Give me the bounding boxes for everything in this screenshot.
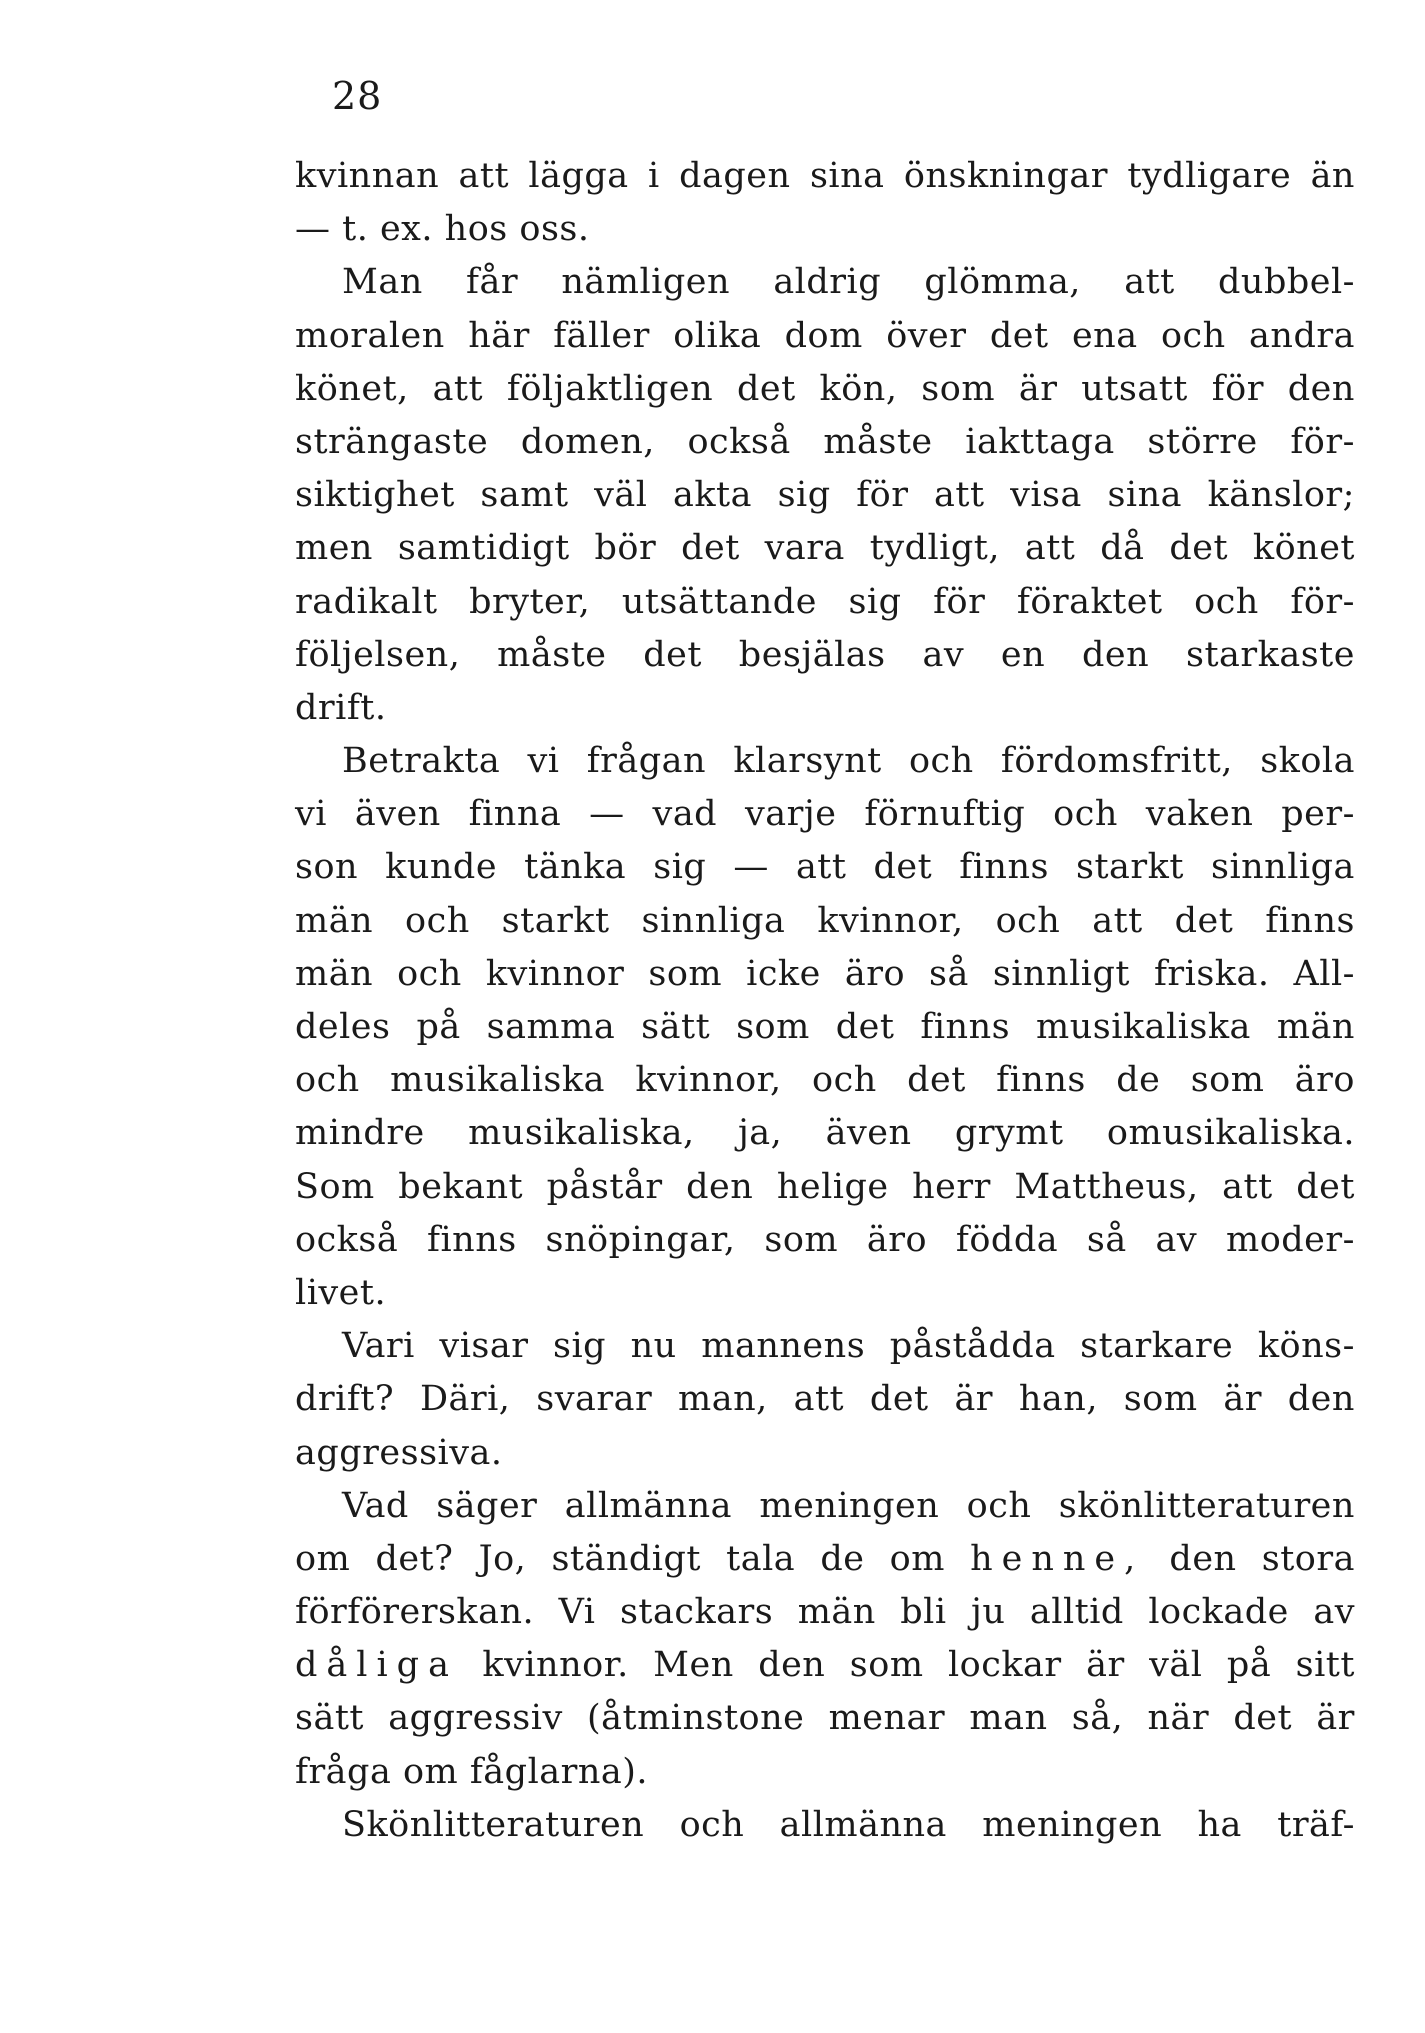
- text-line: [295, 1214, 1355, 1267]
- word: bli: [900, 1592, 947, 1633]
- text-line: [295, 1427, 1355, 1480]
- word: säger: [436, 1485, 538, 1526]
- word: sinnligt: [992, 953, 1130, 994]
- text-line: [295, 895, 1355, 948]
- word: —: [733, 847, 769, 888]
- word: påstår: [546, 1166, 663, 1207]
- word: Mattheus,: [1014, 1166, 1199, 1207]
- text-line: [295, 1586, 1355, 1639]
- word: ha: [1197, 1804, 1242, 1845]
- word: det: [873, 847, 933, 888]
- text-line: [295, 948, 1355, 1001]
- word: stora: [1261, 1538, 1355, 1579]
- word: kvinnor.: [482, 1645, 629, 1686]
- word: och: [1053, 794, 1118, 835]
- word: utsättande: [621, 581, 817, 622]
- page-number: 28: [332, 74, 383, 118]
- word: kvinnan: [295, 156, 440, 196]
- word: tydligare: [1127, 156, 1292, 196]
- word: finna: [468, 794, 562, 835]
- text-line: [295, 1692, 1355, 1745]
- word: att: [432, 368, 484, 409]
- word: sätt: [641, 1007, 711, 1047]
- word: om: [889, 1538, 945, 1579]
- word: det: [643, 634, 702, 675]
- word: som: [736, 1007, 810, 1047]
- word: får: [466, 262, 519, 303]
- word: fördomsfritt,: [1000, 741, 1233, 782]
- body-text: [295, 150, 1355, 1852]
- word: av: [922, 634, 965, 675]
- text-line: [295, 788, 1355, 841]
- word: mindre: [295, 1113, 425, 1154]
- word: så: [1086, 1219, 1127, 1260]
- word: så: [929, 953, 969, 994]
- word: på: [416, 1007, 461, 1047]
- word: när: [1147, 1698, 1210, 1739]
- word: Betrakta: [342, 741, 501, 782]
- word: också: [687, 421, 791, 462]
- word: följaktligen: [506, 368, 714, 409]
- word: t.: [342, 209, 380, 250]
- word: bekant: [398, 1166, 524, 1207]
- word: lockade: [1148, 1592, 1289, 1633]
- word: bryter,: [469, 581, 591, 622]
- word: är: [1223, 1379, 1262, 1420]
- text-line: [295, 682, 1355, 735]
- text-line: [295, 1799, 1355, 1852]
- word: det: [1296, 1166, 1355, 1207]
- word: —: [589, 794, 625, 835]
- word: måste: [823, 421, 933, 462]
- word: en: [1000, 634, 1046, 675]
- text-line: [295, 1320, 1355, 1373]
- word: för: [856, 475, 909, 516]
- word: att: [1124, 262, 1175, 303]
- word: besjälas: [738, 634, 886, 675]
- word: att: [934, 475, 985, 516]
- word: den: [1287, 368, 1355, 409]
- word: kön,: [819, 368, 898, 409]
- word: väl: [1149, 1645, 1203, 1686]
- word: lockar: [947, 1645, 1062, 1686]
- text-line: [295, 203, 1355, 256]
- word: även: [825, 1113, 912, 1154]
- word: som: [648, 953, 723, 994]
- word: är: [1086, 1645, 1125, 1686]
- word: vad: [652, 794, 718, 835]
- word: och: [966, 1485, 1032, 1526]
- word: förförerskan.: [295, 1592, 535, 1633]
- word: strängaste: [295, 421, 489, 462]
- word: finns: [920, 1007, 1011, 1047]
- word: moralen: [295, 315, 445, 356]
- word: All-: [1293, 953, 1355, 994]
- word: och: [995, 900, 1061, 941]
- word: födda: [955, 1219, 1059, 1260]
- word: av: [1155, 1219, 1198, 1260]
- word: det: [736, 368, 796, 409]
- word: ex.: [379, 209, 445, 250]
- word: att: [795, 847, 847, 888]
- word: den: [1082, 634, 1150, 675]
- word: fåglarna).: [469, 1751, 649, 1792]
- word: måste: [497, 634, 607, 675]
- word: att: [1024, 528, 1076, 569]
- word: också: [295, 1219, 399, 1260]
- word: köns-: [1257, 1326, 1355, 1367]
- text-line: [295, 1533, 1355, 1586]
- word: sig: [553, 1326, 607, 1367]
- word: att: [793, 1379, 845, 1420]
- word: allmänna: [779, 1804, 947, 1845]
- word: aggressiv: [388, 1698, 563, 1739]
- word: dubbel-: [1218, 262, 1355, 303]
- text-line: [295, 841, 1355, 894]
- word: att: [1222, 1166, 1273, 1207]
- word: men: [295, 528, 373, 569]
- text-line: [295, 416, 1355, 469]
- word: och: [405, 900, 470, 941]
- word: dagen: [679, 156, 791, 196]
- word: det: [1174, 900, 1234, 941]
- word: nämligen: [561, 262, 731, 303]
- word: allmänna: [564, 1485, 733, 1526]
- word: utsatt: [1081, 368, 1188, 409]
- word: oss.: [519, 209, 590, 250]
- word: som: [921, 368, 996, 409]
- word: att: [1092, 900, 1143, 941]
- word: fråga: [295, 1751, 403, 1792]
- word: sitt: [1295, 1645, 1355, 1686]
- text-line: [295, 1267, 1355, 1320]
- word: som: [764, 1219, 839, 1260]
- text-line: [295, 1161, 1355, 1214]
- word: finns: [427, 1219, 517, 1260]
- text-line: [295, 256, 1355, 309]
- word: och: [679, 1804, 745, 1845]
- word: tydligt,: [869, 528, 1000, 569]
- word: följelsen,: [295, 634, 461, 675]
- word: Men: [653, 1645, 734, 1686]
- text-line: [295, 1373, 1355, 1426]
- word: den: [1287, 1379, 1355, 1420]
- word: finns: [996, 1060, 1086, 1101]
- word: här: [468, 315, 530, 356]
- word: då: [1100, 528, 1145, 569]
- word: ena: [1071, 315, 1138, 356]
- word: ständigt: [551, 1538, 701, 1579]
- text-line: [295, 1107, 1355, 1160]
- word: sinnliga: [1210, 847, 1355, 888]
- word: äro: [1294, 1060, 1355, 1101]
- word: starkaste: [1186, 634, 1355, 675]
- word: könet: [1252, 528, 1355, 569]
- word: man: [969, 1698, 1048, 1739]
- word: starkt: [501, 900, 610, 941]
- word: det: [1233, 1698, 1293, 1739]
- word: vi: [527, 741, 560, 782]
- word: henne,: [970, 1538, 1145, 1579]
- word: är: [954, 1379, 994, 1420]
- word: domen,: [520, 421, 655, 462]
- word: sina: [809, 156, 885, 196]
- word: det: [1169, 528, 1229, 569]
- word: skönlitteraturen: [1058, 1485, 1355, 1526]
- word: visa: [1010, 475, 1082, 516]
- word: (åtminstone: [586, 1698, 805, 1739]
- text-line: [295, 735, 1355, 788]
- word: moder-: [1226, 1219, 1355, 1260]
- word: musikaliska: [390, 1060, 605, 1101]
- word: kvinnor,: [817, 900, 964, 941]
- word: och: [295, 1060, 360, 1101]
- word: sätt: [295, 1698, 364, 1739]
- word: starkare: [1080, 1326, 1234, 1367]
- word: aldrig: [773, 262, 882, 303]
- word: känslor;: [1207, 475, 1355, 516]
- word: sina: [1107, 475, 1183, 516]
- word: och: [1160, 315, 1226, 356]
- word: Som: [295, 1166, 375, 1207]
- word: Däri,: [419, 1379, 511, 1420]
- word: föraktet: [1016, 581, 1163, 622]
- text-line: [295, 629, 1355, 682]
- word: alltid: [1029, 1592, 1124, 1633]
- word: det: [907, 1060, 966, 1101]
- word: större: [1147, 421, 1258, 462]
- word: som: [1190, 1060, 1265, 1101]
- text-line: [295, 1054, 1355, 1107]
- word: visar: [439, 1326, 529, 1367]
- word: glömma,: [924, 262, 1081, 303]
- word: för: [1211, 368, 1264, 409]
- text-line: [295, 1639, 1355, 1692]
- word: kvinnor,: [635, 1060, 782, 1101]
- word: omusikaliska.: [1106, 1113, 1355, 1154]
- word: män: [1276, 1007, 1355, 1047]
- word: Vi: [558, 1592, 596, 1633]
- word: Vad: [342, 1485, 409, 1526]
- word: för-: [1290, 421, 1355, 462]
- word: menar: [828, 1698, 946, 1739]
- word: samma: [486, 1007, 616, 1047]
- word: Jo,: [478, 1538, 527, 1579]
- text-line: [295, 1480, 1355, 1533]
- word: Vari: [342, 1326, 415, 1367]
- text-line: [295, 150, 1355, 203]
- word: män: [295, 953, 374, 994]
- word: äro: [844, 953, 906, 994]
- word: andra: [1249, 315, 1355, 356]
- word: helige: [776, 1166, 889, 1207]
- word: son: [295, 847, 359, 888]
- word: samt: [480, 475, 569, 516]
- word: per-: [1281, 794, 1355, 835]
- word: iakttaga: [965, 421, 1115, 462]
- word: tänka: [524, 847, 627, 888]
- word: snöpingar,: [545, 1219, 736, 1260]
- word: sig: [653, 847, 707, 888]
- word: väl: [594, 475, 648, 516]
- word: och: [397, 953, 462, 994]
- word: vara: [764, 528, 845, 569]
- word: aggressiva.: [295, 1432, 503, 1473]
- word: drift?: [295, 1379, 395, 1420]
- word: så,: [1071, 1698, 1124, 1739]
- word: kvinnor: [485, 953, 625, 994]
- word: som: [849, 1645, 924, 1686]
- text-line: [295, 1001, 1355, 1054]
- word: för-: [1290, 581, 1355, 622]
- word: stackars: [619, 1592, 774, 1633]
- word: den: [1169, 1538, 1237, 1579]
- text-line: [295, 469, 1355, 522]
- word: varje: [744, 794, 837, 835]
- word: Man: [342, 262, 423, 303]
- word: bör: [594, 528, 657, 569]
- text-line: [295, 310, 1355, 363]
- word: könet,: [295, 368, 409, 409]
- word: klarsynt: [733, 741, 882, 782]
- text-line: [295, 363, 1355, 416]
- word: tala: [726, 1538, 796, 1579]
- word: fäller: [553, 315, 650, 356]
- word: män: [797, 1592, 876, 1633]
- word: svarar: [536, 1379, 653, 1420]
- word: män: [295, 900, 374, 941]
- word: för: [933, 581, 986, 622]
- word: sig: [777, 475, 831, 516]
- text-line: [295, 522, 1355, 575]
- word: friska.: [1153, 953, 1270, 994]
- word: de: [1116, 1060, 1161, 1101]
- word: livet.: [295, 1272, 387, 1313]
- word: dåliga: [295, 1645, 458, 1686]
- word: ja,: [737, 1113, 783, 1154]
- word: som: [1123, 1379, 1198, 1420]
- word: den: [686, 1166, 754, 1207]
- word: av: [1313, 1592, 1355, 1633]
- text-line: [295, 576, 1355, 629]
- word: önskningar: [903, 156, 1108, 196]
- word: påstådda: [889, 1326, 1056, 1367]
- word: det: [835, 1007, 895, 1047]
- word: musikaliska: [1036, 1007, 1251, 1047]
- word: finns: [959, 847, 1049, 888]
- word: de: [820, 1538, 865, 1579]
- word: starkt: [1076, 847, 1184, 888]
- word: det: [869, 1379, 929, 1420]
- word: än: [1310, 156, 1355, 196]
- word: ju: [971, 1592, 1006, 1633]
- text-line: [295, 1746, 1355, 1799]
- word: är: [1316, 1698, 1355, 1739]
- word: mannens: [701, 1326, 866, 1367]
- word: olika: [673, 315, 762, 356]
- word: kunde: [385, 847, 498, 888]
- word: om: [402, 1751, 470, 1792]
- word: på: [1226, 1645, 1272, 1686]
- word: musikaliska,: [468, 1113, 695, 1154]
- word: det: [681, 528, 740, 569]
- word: även: [354, 794, 441, 835]
- word: och: [812, 1060, 877, 1101]
- word: meningen: [759, 1485, 940, 1526]
- word: vi: [295, 794, 327, 835]
- word: den: [758, 1645, 826, 1686]
- word: drift.: [295, 687, 387, 728]
- word: över: [886, 315, 967, 356]
- word: äro: [866, 1219, 928, 1260]
- word: radikalt: [295, 581, 438, 622]
- word: meningen: [982, 1804, 1163, 1845]
- word: hos: [444, 209, 520, 250]
- word: och: [908, 741, 974, 782]
- word: siktighet: [295, 475, 455, 516]
- word: och: [1194, 581, 1259, 622]
- word: herr: [912, 1166, 991, 1207]
- word: i: [648, 156, 660, 196]
- word: icke: [746, 953, 821, 994]
- word: dom: [784, 315, 863, 356]
- word: det: [989, 315, 1049, 356]
- word: akta: [672, 475, 752, 516]
- word: samtidigt: [397, 528, 570, 569]
- word: nu: [630, 1326, 677, 1367]
- word: förnuftig: [864, 794, 1026, 835]
- word: lägga: [528, 156, 629, 196]
- word: frågan: [586, 741, 707, 782]
- word: skola: [1260, 741, 1355, 782]
- word: sig: [848, 581, 902, 622]
- word: det?: [375, 1538, 454, 1579]
- word: träf-: [1277, 1804, 1355, 1845]
- word: man,: [678, 1379, 768, 1420]
- word: sinnliga: [641, 900, 786, 941]
- word: Skönlitteraturen: [342, 1804, 645, 1845]
- word: deles: [295, 1007, 391, 1047]
- word: grymt: [954, 1113, 1064, 1154]
- word: han,: [1018, 1379, 1098, 1420]
- word: om: [295, 1538, 351, 1579]
- word: vaken: [1145, 794, 1254, 835]
- word: —: [295, 209, 343, 250]
- word: finns: [1265, 900, 1355, 941]
- word: är: [1018, 368, 1058, 409]
- word: att: [458, 156, 510, 196]
